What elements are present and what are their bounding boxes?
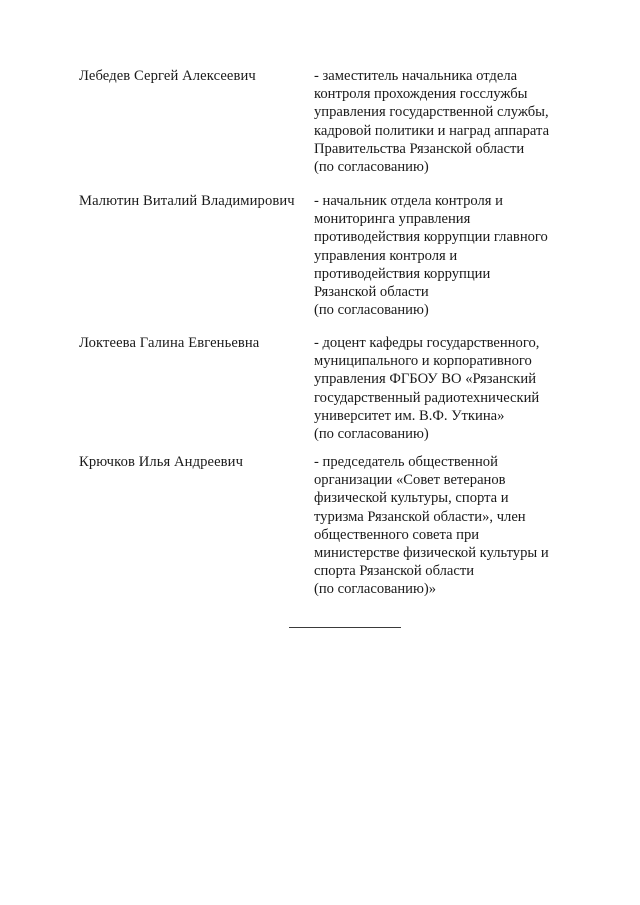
closing-divider [289, 627, 401, 628]
role-line: (по согласованию) [314, 159, 429, 176]
role-line: - председатель общественной [314, 454, 498, 470]
role-line: - доцент кафедры государственного, [314, 335, 540, 351]
role-line: (по согласованию) [314, 302, 429, 319]
role-line: организации «Совет ветеранов [314, 472, 506, 489]
role-line: (по согласованию)» [314, 581, 437, 598]
role-line: - заместитель начальника отдела [314, 68, 518, 84]
member-name: Малютин Виталий Владимирович [79, 193, 295, 209]
role-line: государственный радиотехнический [314, 389, 540, 406]
member-name: Крючков Илья Андреевич [79, 454, 244, 470]
role-line: (по согласованию) [314, 426, 429, 443]
role-line: управления государственной службы, [314, 104, 549, 121]
role-line: университет им. В.Ф. Уткина» [314, 407, 505, 424]
role-line: управления ФГБОУ ВО «Рязанский [314, 371, 536, 388]
role-line: Рязанской области [314, 284, 429, 301]
member-role [314, 67, 614, 176]
role-line: - начальник отдела контроля и [314, 193, 503, 209]
member-name: Лебедев Сергей Алексеевич [79, 68, 256, 84]
role-line: управления контроля и [314, 247, 458, 264]
member-role [314, 192, 614, 319]
member-role [314, 334, 614, 443]
role-line: спорта Рязанской области [314, 563, 475, 580]
role-line: туризма Рязанской области», член [314, 508, 526, 525]
role-line: физической культуры, спорта и [314, 490, 509, 507]
role-line: противодействия коррупции главного [314, 229, 548, 246]
role-line: общественного совета при [314, 526, 480, 543]
role-line: мониторинга управления [314, 211, 471, 228]
member-role [314, 453, 614, 599]
role-line: министерстве физической культуры и [314, 545, 549, 562]
role-line: контроля прохождения госслужбы [314, 86, 528, 103]
role-line: Правительства Рязанской области [314, 140, 525, 157]
role-line: муниципального и корпоративного [314, 353, 532, 370]
role-line: противодействия коррупции [314, 265, 491, 282]
member-name: Локтеева Галина Евгеньевна [79, 335, 260, 351]
role-line: кадровой политики и наград аппарата [314, 122, 550, 139]
